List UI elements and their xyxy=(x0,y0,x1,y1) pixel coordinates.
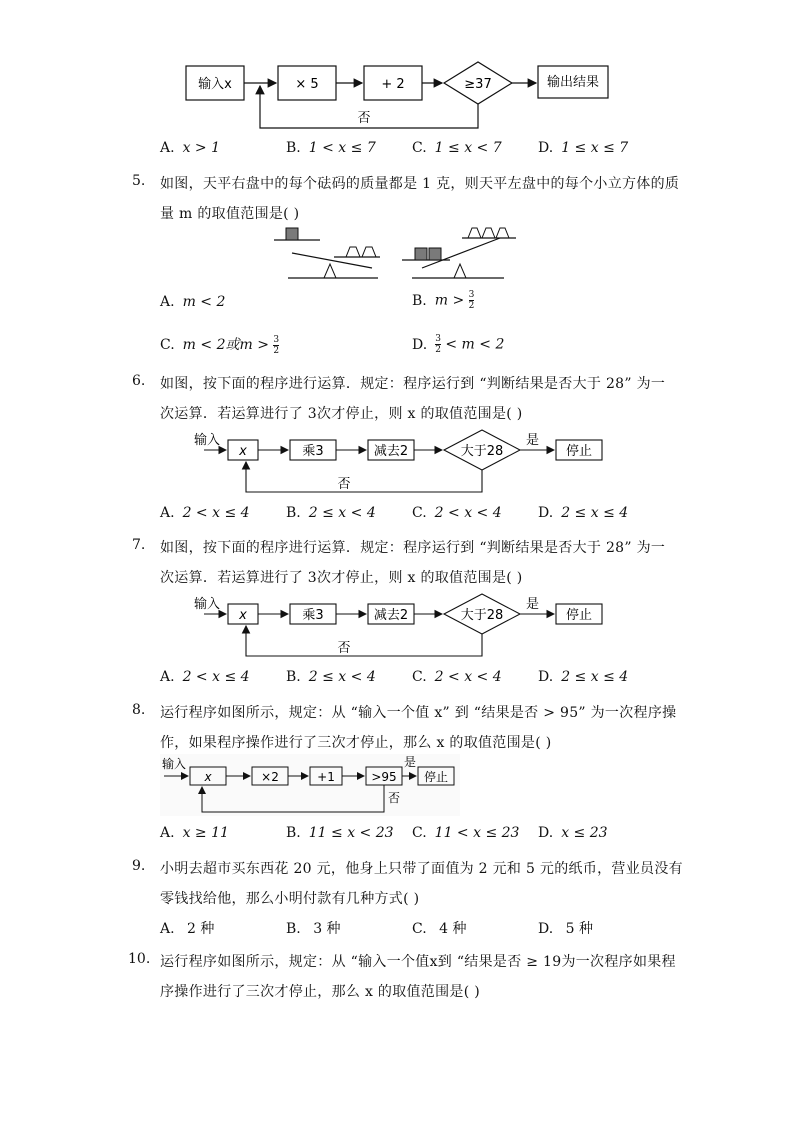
q8-option-d[interactable]: D. x ≤ 23 xyxy=(538,825,608,841)
q8-input-label: 输入 xyxy=(162,757,187,771)
q6-input-label: 输入 xyxy=(194,433,221,448)
q5-weight-icon xyxy=(468,228,481,238)
q5-weight-icon xyxy=(482,228,495,238)
fraction: $\frac{3}{2}$ xyxy=(468,290,475,311)
q8-stop-text: 停止 xyxy=(423,770,449,784)
q5-option-c[interactable]: C. m < 2或m > $\frac{3}{2}$ xyxy=(160,334,280,356)
q8-stem-line1: 运行程序如图所示，规定：从 “输入一个值 x” 到 “结果是否 > 95” 为一次程序操 xyxy=(160,705,677,721)
q7-option-c[interactable]: C. 2 < x < 4 xyxy=(412,669,502,685)
q6-times3-text: 乘3 xyxy=(302,444,324,459)
q9-stem-line2: 零钱找给他，那么小明付款有几种方式( ) xyxy=(160,891,420,907)
q7-times3-text: 乘3 xyxy=(302,608,324,623)
q5-option-d[interactable]: D. $\frac{3}{2}$ < m < 2 xyxy=(412,334,505,355)
q5-weight-icon xyxy=(362,247,376,257)
q5-number: 5. xyxy=(132,173,146,189)
q6-condition-text: 大于28 xyxy=(460,444,504,459)
q7-option-b[interactable]: B. 2 ≤ x < 4 xyxy=(286,669,376,685)
q5-cube-icon xyxy=(286,228,298,240)
q7-condition-text: 大于28 xyxy=(460,608,504,623)
q5-scale-right xyxy=(402,228,516,278)
q5-weight-icon xyxy=(346,247,360,257)
q5-balance-figure xyxy=(272,222,522,284)
q7-input-label: 输入 xyxy=(194,597,221,612)
q4-condition-text: ≥37 xyxy=(464,77,492,92)
q7-stem-line2: 次运算．若运算进行了 3次才停止，则 x 的取值范围是( ) xyxy=(160,570,523,586)
q6-stop-text: 停止 xyxy=(565,444,593,459)
q9-option-c[interactable]: C. 4 种 xyxy=(412,921,467,937)
q5-weight-icon xyxy=(496,228,509,238)
q10-number: 10. xyxy=(128,951,151,967)
q8-condition-text: >95 xyxy=(371,770,397,784)
q4-plus2-text: + 2 xyxy=(381,77,405,92)
q7-minus2-text: 减去2 xyxy=(373,608,409,623)
q5-cube-icon xyxy=(415,248,427,260)
q8-option-c[interactable]: C. 11 < x ≤ 23 xyxy=(412,825,520,841)
q6-flowchart xyxy=(190,428,620,498)
q5-stem-line1: 如图，天平右盘中的每个砝码的质量都是 1 克，则天平左盘中的每个小立方体的质 xyxy=(160,176,680,192)
q4-flowchart xyxy=(180,58,620,136)
q7-option-d[interactable]: D. 2 ≤ x ≤ 4 xyxy=(538,669,629,685)
q5-stem-line2: 量 m 的取值范围是( ) xyxy=(160,206,300,222)
q8-no-label: 否 xyxy=(388,791,401,805)
q8-option-a[interactable]: A. x ≥ 11 xyxy=(160,825,229,841)
q5-fulcrum-icon xyxy=(454,264,466,278)
q6-stem-line1: 如图，按下面的程序进行运算．规定：程序运行到 “判断结果是否大于 28” 为一 xyxy=(160,376,666,392)
q10-stem-line2: 序操作进行了三次才停止，那么 x 的取值范围是( ) xyxy=(160,984,480,1000)
q7-yes-label: 是 xyxy=(526,597,540,612)
q8-option-b[interactable]: B. 11 ≤ x < 23 xyxy=(286,825,394,841)
q8-stem-line2: 作，如果程序操作进行了三次才停止，那么 x 的取值范围是( ) xyxy=(160,735,552,751)
q8-flowchart xyxy=(160,754,460,816)
q8-x-text: x xyxy=(204,770,212,784)
q6-option-c[interactable]: C. 2 < x < 4 xyxy=(412,505,502,521)
q4-output-text: 输出结果 xyxy=(546,75,600,90)
q7-option-a[interactable]: A. 2 < x ≤ 4 xyxy=(160,669,250,685)
q5-scale-left xyxy=(274,228,380,278)
q6-x-text: x xyxy=(239,444,247,459)
q9-option-d[interactable]: D. 5 种 xyxy=(538,921,593,937)
q4-input-text: 输入x xyxy=(198,77,232,92)
q8-times2-text: ×2 xyxy=(261,770,279,784)
q10-stem-line1: 运行程序如图所示，规定：从 “输入一个值x到 “结果是否 ≥ 19为一次程序如果程 xyxy=(160,954,676,970)
q5-option-a[interactable]: A. m < 2 xyxy=(160,294,226,310)
q9-option-b[interactable]: B. 3 种 xyxy=(286,921,341,937)
q4-option-a[interactable]: A. x > 1 xyxy=(160,140,220,156)
q9-number: 9. xyxy=(132,858,146,874)
q8-number: 8. xyxy=(132,702,146,718)
q9-stem-line1: 小明去超市买东西花 20 元，他身上只带了面值为 2 元和 5 元的纸币，营业员没有 xyxy=(160,861,683,877)
q6-option-a[interactable]: A. 2 < x ≤ 4 xyxy=(160,505,250,521)
fraction: $\frac{3}{2}$ xyxy=(273,334,280,356)
q8-yes-label: 是 xyxy=(404,755,417,769)
q4-option-c[interactable]: C. 1 ≤ x < 7 xyxy=(412,140,502,156)
q8-plus1-text: +1 xyxy=(317,770,335,784)
q6-option-d[interactable]: D. 2 ≤ x ≤ 4 xyxy=(538,505,629,521)
q7-x-text: x xyxy=(239,608,247,623)
q6-no-label: 否 xyxy=(337,477,351,492)
q7-stop-text: 停止 xyxy=(565,608,593,623)
fraction: $\frac{3}{2}$ xyxy=(435,334,441,355)
q7-no-label: 否 xyxy=(337,641,351,656)
q5-cube-icon xyxy=(429,248,441,260)
q6-minus2-text: 减去2 xyxy=(373,444,409,459)
q4-times5-text: × 5 xyxy=(295,77,319,92)
q5-fulcrum-icon xyxy=(324,264,336,278)
q7-number: 7. xyxy=(132,537,146,553)
q6-number: 6. xyxy=(132,373,146,389)
q4-option-b[interactable]: B. 1 < x ≤ 7 xyxy=(286,140,376,156)
q4-no-label: 否 xyxy=(357,111,371,126)
q4-option-d[interactable]: D. 1 ≤ x ≤ 7 xyxy=(538,140,629,156)
q5-option-b[interactable]: B. m > $\frac{3}{2}$ xyxy=(412,290,475,311)
q7-stem-line1: 如图，按下面的程序进行运算．规定：程序运行到 “判断结果是否大于 28” 为一 xyxy=(160,540,666,556)
q6-stem-line2: 次运算．若运算进行了 3次才停止，则 x 的取值范围是( ) xyxy=(160,406,523,422)
q6-yes-label: 是 xyxy=(526,433,540,448)
q9-option-a[interactable]: A. 2 种 xyxy=(160,921,215,937)
q6-option-b[interactable]: B. 2 ≤ x < 4 xyxy=(286,505,376,521)
q7-flowchart xyxy=(190,592,620,662)
